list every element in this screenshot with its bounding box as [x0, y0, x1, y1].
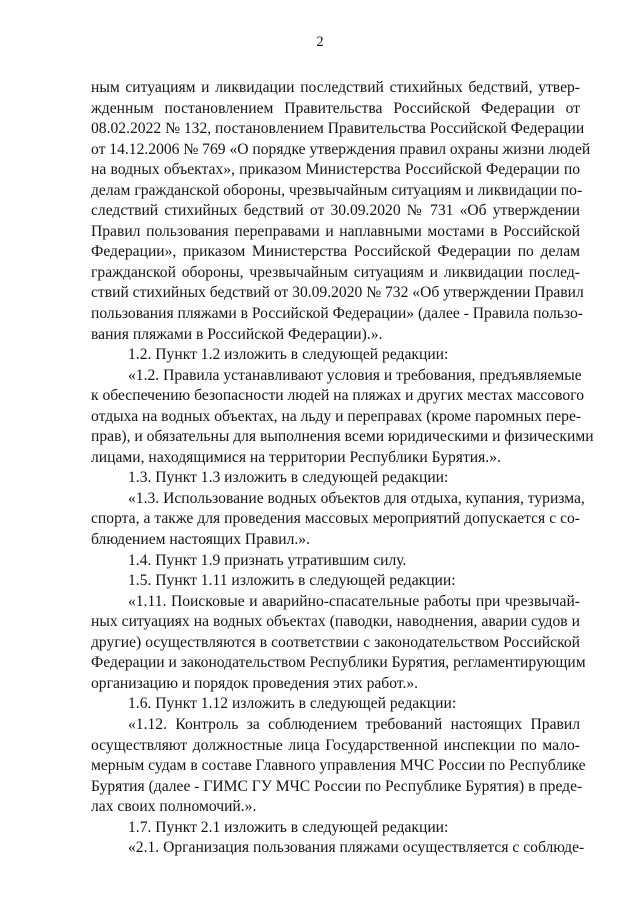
text-line: «2.1. Организация пользования пляжами осуществляется с соблюде-	[128, 839, 585, 857]
text-line: пользования пляжами в Российской Федерации» (далее - Правила пользо-	[91, 305, 583, 323]
text-line: спорта, а также для проведения массовых мероприятий допускается с со-	[91, 510, 580, 528]
text-line: 1.2. Пункт 1.2 изложить в следующей редакции:	[128, 346, 449, 364]
text-line: «1.12. Контроль за соблюдением требований настоящих Правил	[128, 715, 580, 733]
text-line: 1.5. Пункт 1.11 изложить в следующей редакции:	[128, 572, 456, 590]
text-line: от 14.12.2006 № 769 «О порядке утверждения правил охраны жизни людей	[91, 140, 591, 158]
text-line: 1.3. Пункт 1.3 изложить в следующей редакции:	[128, 469, 449, 487]
text-line: «1.3. Использование водных объектов для отдыха, купания, туризма,	[128, 489, 585, 507]
text-line: гражданской обороны, чрезвычайным ситуациям и ликвидации послед-	[91, 263, 580, 281]
text-line: лах своих полномочий.».	[91, 798, 257, 816]
text-line: отдыха на водных объектах, на льду и переправах (кроме паромных пере-	[91, 407, 582, 425]
text-line: жденным постановлением Правительства Российской Федерации от	[91, 99, 580, 117]
text-line: 1.6. Пункт 1.12 изложить в следующей редакции:	[128, 695, 457, 713]
text-line: Правил пользования переправами и наплавными мостами в Российской	[91, 222, 580, 240]
text-line: ных ситуациях на водных объектах (паводки, наводнения, аварии судов и	[91, 613, 580, 631]
text-line: 1.4. Пункт 1.9 признать утратившим силу.	[128, 551, 407, 569]
text-line: мерным судам в составе Главного управления МЧС России по Республике	[91, 757, 586, 775]
text-line: 08.02.2022 № 132, постановлением Правительства Российской Федерации	[91, 120, 585, 138]
text-line: осуществляют должностные лица Государственной инспекции по мало-	[91, 736, 580, 754]
text-line: ным ситуациям и ликвидации последствий стихийных бедствий, утвер-	[91, 79, 580, 96]
text-line: на водных объектах», приказом Министерства Российской Федерации по	[91, 161, 580, 179]
text-line: следствий стихийных бедствий от 30.09.2020 № 731 «Об утверждении	[91, 202, 580, 220]
text-line: другие) осуществляются в соответствии с законодательством Российской	[91, 633, 580, 651]
text-line: организацию и порядок проведения этих работ.».	[91, 674, 419, 692]
text-line: прав), и обязательны для выполнения всеми юридическими и физическими	[91, 428, 594, 446]
text-line: к обеспечению безопасности людей на пляжах и других местах массового	[91, 387, 585, 405]
text-line: Федерации», приказом Министерства Российской Федерации по делам	[91, 243, 580, 261]
text-line: вания пляжами в Российской Федерации).».	[91, 325, 383, 343]
text-line: делам гражданской обороны, чрезвычайным ситуациям и ликвидации по-	[91, 181, 583, 199]
text-line: Бурятия (далее - ГИМС ГУ МЧС России по Республике Бурятия) в преде-	[91, 777, 583, 795]
text-line: «1.11. Поисковые и аварийно-спасательные работы при чрезвычай-	[128, 592, 580, 610]
text-line: 1.7. Пункт 2.1 изложить в следующей редакции:	[128, 818, 449, 836]
text-line: Федерации и законодательством Республики Бурятия, регламентирующим	[91, 654, 586, 672]
page-number: 2	[316, 34, 324, 50]
text-line: «1.2. Правила устанавливают условия и требования, предъявляемые	[128, 366, 582, 384]
text-line: ствий стихийных бедствий от 30.09.2020 № 732 «Об утверждении Правил	[91, 284, 584, 302]
text-line: лицами, находящимися на территории Республики Бурятия.».	[91, 448, 501, 466]
document-body	[91, 78, 594, 859]
text-line: блюдением настоящих Правил.».	[91, 531, 310, 549]
